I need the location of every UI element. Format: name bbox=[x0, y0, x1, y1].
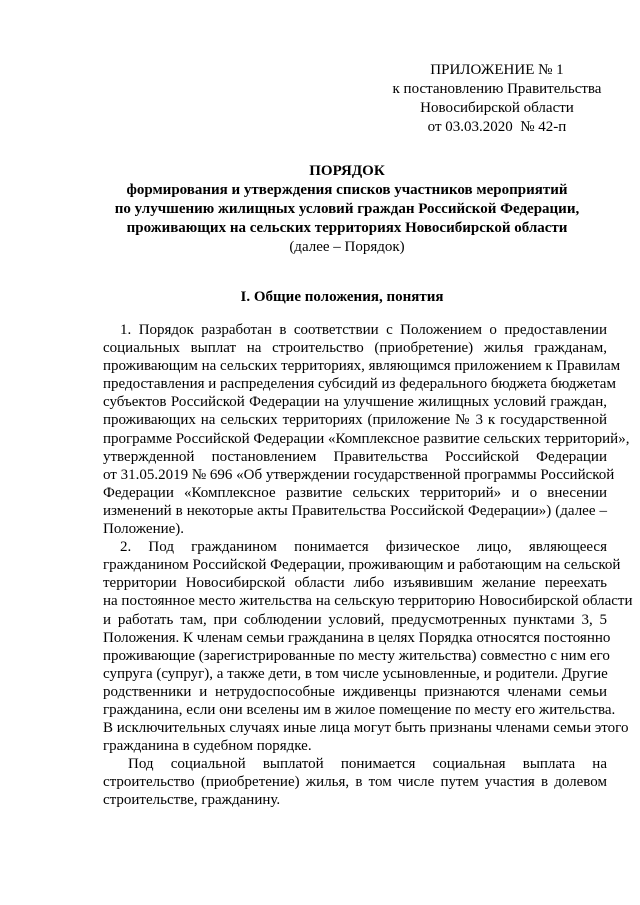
approval-line: Новосибирской области bbox=[420, 100, 574, 116]
approval-date-number: от 03.03.2020 № 42-п bbox=[427, 119, 567, 135]
paragraph-line: 1. Порядок разработан в соответствии с Положением о предоставлении bbox=[120, 322, 607, 338]
paragraph-line: и работать там, при соблюдении условий, предусмотренных пунктами 3, 5 bbox=[103, 611, 607, 628]
paragraph-line: предоставления и распределения субсидий из федерального бюджета бюджетам bbox=[103, 376, 616, 393]
paragraph-line: Под социальной выплатой понимается социальная выплата на bbox=[128, 756, 607, 773]
paragraph-line: утвержденной постановлением Правительства Российской Федерации bbox=[103, 448, 607, 465]
paragraph-line: супруга (супруг), а также дети, в том числе усыновленные, и родители. Другие bbox=[103, 665, 608, 682]
appendix-number: ПРИЛОЖЕНИЕ № 1 bbox=[430, 62, 564, 78]
paragraph-line: родственники и нетрудоспособные иждивенцы признаются членами семьи bbox=[103, 683, 607, 700]
section-heading: I. Общие положения, понятия bbox=[240, 289, 444, 305]
paragraph-line: проживающим на сельских территориях, являющимся приложением к Правилам bbox=[103, 358, 621, 375]
paragraph-line: субъектов Российской Федерации на улучшение жилищных условий граждан, bbox=[103, 394, 607, 411]
paragraph-line: на постоянное место жительства на сельскую территорию Новосибирской области bbox=[103, 593, 633, 610]
paragraph-line: от 31.05.2019 № 696 «Об утверждении государственной программы Российской bbox=[103, 466, 615, 483]
paragraph-line: социальных выплат на строительство (приобретение) жилья гражданам, bbox=[103, 340, 607, 357]
document-title bbox=[92, 162, 602, 257]
paragraph-line: гражданина, если они вселены им в жилое помещение по месту его жительства. bbox=[103, 701, 616, 718]
paragraph-line: гражданином Российской Федерации, проживающим и работающим на сельской bbox=[103, 557, 621, 574]
paragraph-line: строительстве, гражданину. bbox=[103, 792, 281, 809]
paragraph-line: 2. Под гражданином понимается физическое лицо, являющееся bbox=[120, 539, 607, 556]
title-line: по улучшению жилищных условий граждан Российской Федерации, bbox=[114, 201, 580, 217]
paragraph-line: территории Новосибирской области либо изъявившим желание переехать bbox=[103, 575, 607, 592]
paragraph-line: проживающих на сельских территориях (приложение № 3 к государственной bbox=[103, 412, 607, 429]
paragraph-line: Положения. К членам семьи гражданина в целях Порядка относятся постоянно bbox=[103, 629, 611, 646]
paragraph-1 bbox=[103, 321, 630, 538]
paragraph-line: гражданина в судебном порядке. bbox=[103, 738, 312, 755]
approval-block bbox=[390, 61, 604, 137]
section-body bbox=[103, 321, 633, 810]
paragraph-line: Федерации «Комплексное развитие сельских территорий» и о внесении bbox=[103, 484, 607, 501]
paragraph-line: строительство (приобретение) жилья, в том числе путем участия в долевом bbox=[103, 774, 607, 791]
title-line: формирования и утверждения списков участников мероприятий bbox=[126, 182, 568, 198]
title-line: проживающих на сельских территориях Новосибирской области bbox=[126, 220, 568, 236]
title-heading: ПОРЯДОК bbox=[309, 163, 385, 179]
approval-line: к постановлению Правительства bbox=[392, 81, 602, 97]
paragraph-line: программе Российской Федерации «Комплексное развитие сельских территорий», bbox=[103, 430, 630, 447]
paragraph-line: проживающие (зарегистрированные по месту жительства) совместно с ним его bbox=[103, 647, 610, 664]
paragraph-3 bbox=[103, 755, 607, 809]
paragraph-line: изменений в некоторые акты Правительства Российской Федерации») (далее – bbox=[103, 502, 607, 519]
paragraph-2 bbox=[103, 538, 633, 755]
paragraph-line: Положение). bbox=[103, 521, 185, 538]
paragraph-line: В исключительных случаях иные лица могут быть признаны членами семьи этого bbox=[103, 720, 629, 737]
title-abbreviation: (далее – Порядок) bbox=[289, 239, 405, 255]
